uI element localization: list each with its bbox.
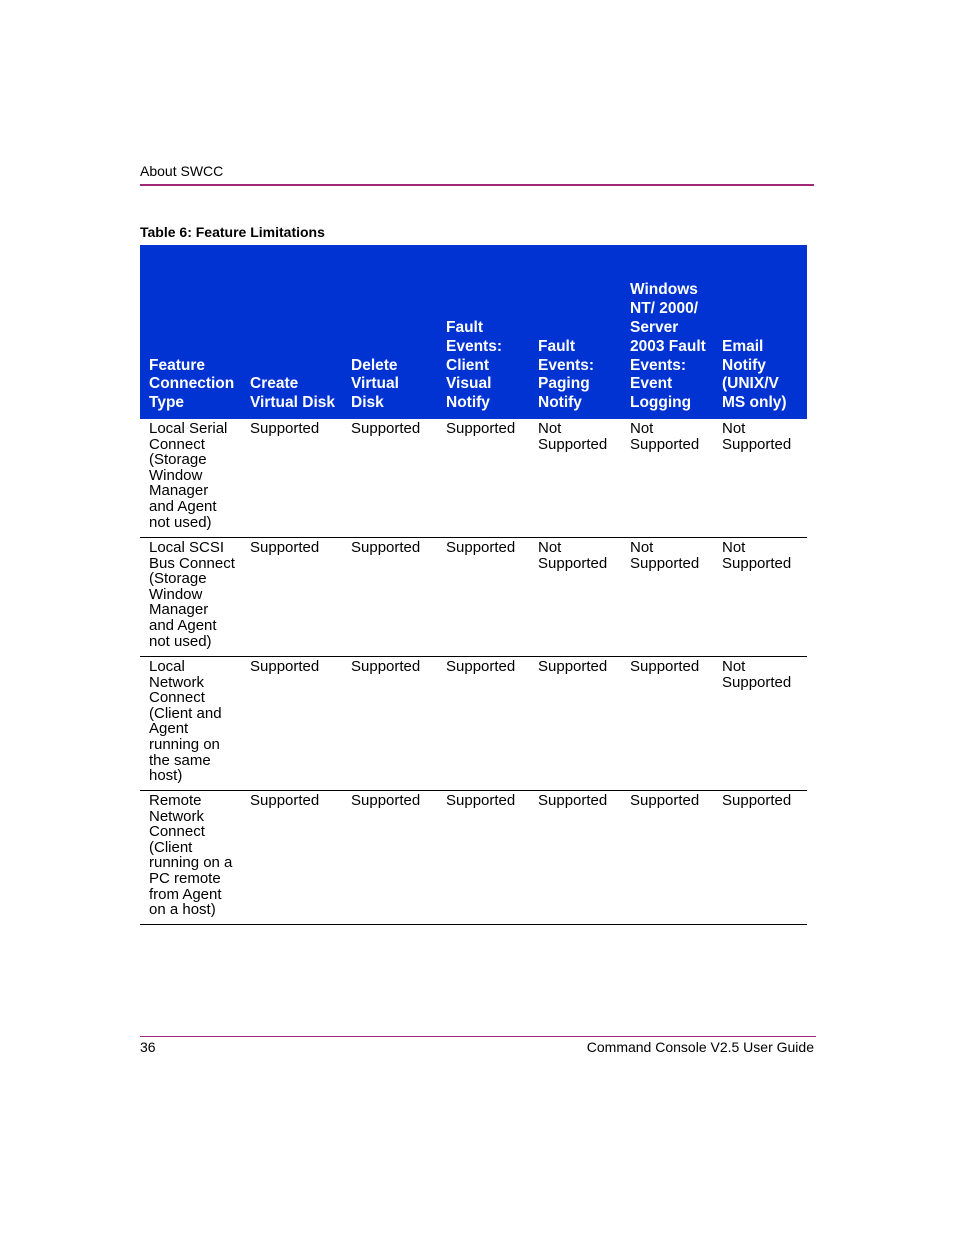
table-cell: Not Supported — [529, 538, 621, 657]
table-cell: Supported — [241, 419, 342, 538]
table-cell: Supported — [713, 791, 807, 925]
table-cell: Supported — [529, 791, 621, 925]
table-cell: Remote Network Connect (Client running on a PC remote from Agent on a host) — [140, 791, 241, 925]
header-email-notify: Email Notify (UNIX/V MS only) — [713, 245, 807, 419]
header-paging-notify: Fault Events: Paging Notify — [529, 245, 621, 419]
table-cell: Supported — [621, 791, 713, 925]
header-event-logging: Windows NT/ 2000/ Server 2003 Fault Events: Event Logging — [621, 245, 713, 419]
header-delete-virtual-disk: Delete Virtual Disk — [342, 245, 437, 419]
table-row — [140, 657, 807, 791]
table-cell: Supported — [437, 419, 529, 538]
table-cell: Local SCSI Bus Connect (Storage Window Manager and Agent not used) — [140, 538, 241, 657]
table-cell: Supported — [621, 657, 713, 791]
table-cell: Not Supported — [713, 657, 807, 791]
table-cell: Not Supported — [529, 419, 621, 538]
table-cell: Not Supported — [621, 538, 713, 657]
table-cell: Local Network Connect (Client and Agent running on the same host) — [140, 657, 241, 791]
table-cell: Supported — [241, 791, 342, 925]
table-row — [140, 419, 807, 538]
table-cell: Not Supported — [621, 419, 713, 538]
table-caption: Table 6: Feature Limitations — [140, 224, 325, 240]
table-cell: Not Supported — [713, 538, 807, 657]
table-row — [140, 791, 807, 925]
header-create-virtual-disk: Create Virtual Disk — [241, 245, 342, 419]
table-cell: Supported — [342, 538, 437, 657]
table-cell: Supported — [437, 538, 529, 657]
header-rule — [140, 184, 814, 186]
header-feature-connection-type: Feature Connection Type — [140, 245, 241, 419]
table-cell: Not Supported — [713, 419, 807, 538]
footer-title: Command Console V2.5 User Guide — [586, 1039, 814, 1055]
table-cell: Supported — [529, 657, 621, 791]
footer-rule — [140, 1036, 816, 1037]
table-cell: Local Serial Connect (Storage Window Manager and Agent not used) — [140, 419, 241, 538]
table-cell: Supported — [342, 419, 437, 538]
table-header-row — [140, 245, 807, 419]
table-row — [140, 538, 807, 657]
header-client-visual-notify: Fault Events: Client Visual Notify — [437, 245, 529, 419]
feature-limitations-table — [140, 245, 807, 925]
table-cell: Supported — [342, 791, 437, 925]
table-cell: Supported — [437, 657, 529, 791]
page-number: 36 — [140, 1039, 156, 1055]
table-cell: Supported — [342, 657, 437, 791]
table-cell: Supported — [437, 791, 529, 925]
table-cell: Supported — [241, 538, 342, 657]
table-cell: Supported — [241, 657, 342, 791]
running-header: About SWCC — [140, 163, 224, 179]
